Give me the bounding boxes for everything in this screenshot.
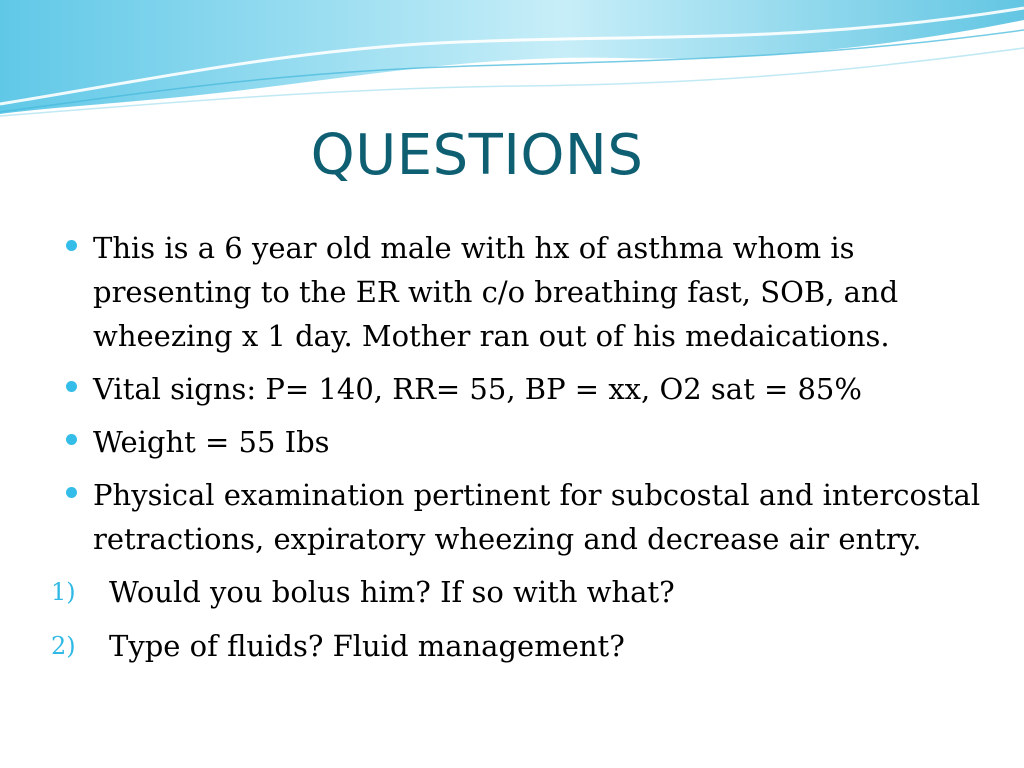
slide-title: QUESTIONS bbox=[310, 123, 644, 188]
bullet-text: Weight = 55 Ibs bbox=[93, 425, 330, 459]
bullet-dot-icon bbox=[66, 434, 77, 445]
bullet-item bbox=[62, 367, 987, 411]
bullet-text: Physical examination pertinent for subcostal and intercostal retractions, expiratory wheezing and decrease air entry. bbox=[93, 478, 981, 556]
bullet-item bbox=[62, 420, 987, 464]
question-text: Would you bolus him? If so with what? bbox=[109, 575, 675, 609]
header-wave-decoration bbox=[0, 0, 1024, 120]
bullet-dot-icon bbox=[66, 240, 77, 251]
question-text: Type of fluids? Fluid management? bbox=[109, 629, 625, 663]
bullet-item bbox=[62, 473, 987, 561]
bullet-text: Vital signs: P= 140, RR= 55, BP = xx, O2 sat = 85% bbox=[93, 372, 862, 406]
question-number: 2) bbox=[51, 632, 76, 660]
bullet-text: This is a 6 year old male with hx of asthma whom is presenting to the ER with c/o breathing fast, SOB, and wheezing x 1 day. Mother ran out of his medaications. bbox=[93, 231, 899, 353]
numbered-question bbox=[51, 570, 987, 614]
question-number: 1) bbox=[51, 578, 76, 606]
bullet-dot-icon bbox=[66, 381, 77, 392]
numbered-question bbox=[51, 624, 987, 668]
bullet-item bbox=[62, 226, 987, 358]
slide-content bbox=[51, 226, 987, 678]
bullet-dot-icon bbox=[66, 487, 77, 498]
